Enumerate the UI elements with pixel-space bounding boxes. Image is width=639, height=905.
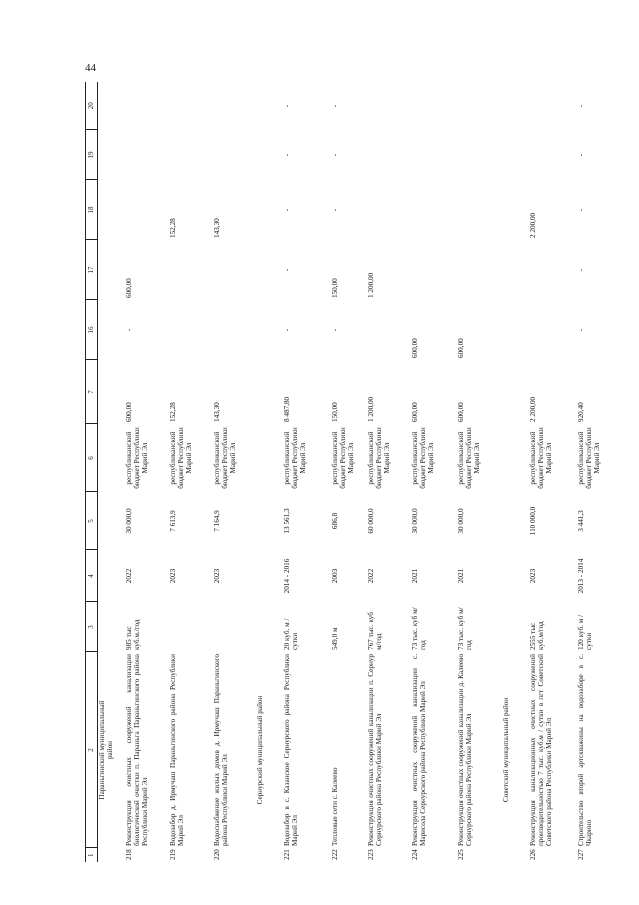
col17-value: [168, 240, 212, 300]
cost: 30 000,0: [456, 508, 465, 534]
col19-value: [212, 130, 256, 180]
row-number: 222: [330, 849, 339, 860]
funding-source: республиканский бюджет Республики Марий Эл: [212, 427, 238, 489]
object-name: Тепловые сети с. Калеево: [330, 767, 339, 846]
capacity: 20 куб. м / сутки: [282, 618, 299, 650]
col19-value: [168, 130, 212, 180]
col19-value: [410, 130, 456, 180]
capacity: 120 куб. м / сутки: [576, 614, 593, 650]
row-number: 223: [366, 849, 375, 860]
cost: 60 000,0: [366, 508, 375, 534]
capacity: 2555 тыс куб.м/год: [528, 621, 545, 650]
capacity: [168, 602, 212, 652]
col7-value: 143,30: [212, 402, 221, 422]
col17-value: [456, 240, 502, 300]
column-number: 17: [86, 240, 98, 300]
col7-value: 1 200,00: [366, 396, 375, 422]
col18-value: 2 200,00: [528, 212, 537, 238]
col17-value: -: [576, 268, 585, 272]
cost: 686,8: [330, 512, 339, 530]
capacity: 73 тыс. куб м/год: [456, 607, 473, 650]
col19-value: [456, 130, 502, 180]
column-number: 2: [86, 652, 98, 848]
table-row: [366, 82, 410, 862]
col7-value: 600,00: [456, 402, 465, 422]
funding-source: республиканский бюджет Республики Марий Эл: [528, 427, 554, 489]
col20-value: [212, 82, 256, 130]
funding-source: республиканский бюджет Республики Марий Эл: [410, 427, 436, 489]
capacity: 767 тыс. куб м/год: [366, 612, 383, 650]
col20-value: [168, 82, 212, 130]
col18-value: -: [576, 208, 585, 212]
table-row: [528, 82, 576, 862]
period: 2022: [124, 568, 133, 584]
column-number: 19: [86, 130, 98, 180]
page-number: 44: [85, 62, 96, 74]
capacity: 73 тыс. куб м/год: [410, 607, 427, 650]
column-number: 3: [86, 602, 98, 652]
col16-value: [168, 300, 212, 360]
period: 2014 - 2016: [282, 558, 291, 594]
col17-value: [528, 240, 576, 300]
col20-value: [456, 82, 502, 130]
row-number: 227: [576, 849, 585, 860]
col16-value: [528, 300, 576, 360]
funding-source: республиканский бюджет Республики Марий Эл: [168, 427, 194, 489]
col16-value: -: [576, 328, 585, 332]
period: 2023: [168, 568, 177, 584]
period: 2013 - 2014: [576, 558, 585, 594]
col18-value: [410, 180, 456, 240]
col7-value: 600,00: [410, 402, 419, 422]
col18-value: -: [282, 208, 291, 212]
col20-value: [124, 82, 168, 130]
table-row: [212, 82, 256, 862]
table-row: [456, 82, 502, 862]
object-name: Строительство второй артскважины на водозаборе в с. Чкарино: [576, 654, 593, 846]
column-number: 7: [86, 360, 98, 424]
col20-value: -: [282, 104, 291, 108]
col17-value: 1 200,00: [366, 272, 375, 298]
col7-value: 8 487,80: [282, 396, 291, 422]
col20-value: [528, 82, 576, 130]
section-heading: Параньгинский муниципальный район: [98, 700, 115, 800]
col19-value: -: [282, 153, 291, 157]
col18-value: [456, 180, 502, 240]
col19-value: [124, 130, 168, 180]
column-number: 6: [86, 424, 98, 492]
col19-value: -: [576, 153, 585, 157]
table-row: [168, 82, 212, 862]
section-heading: Сернурский муниципальный район: [255, 695, 264, 805]
col16-value: [366, 300, 410, 360]
capacity: [212, 602, 256, 652]
col20-value: -: [576, 104, 585, 108]
col16-value: -: [124, 328, 133, 332]
col17-value: 150,00: [330, 278, 339, 298]
funding-source: республиканский бюджет Республики Марий Эл: [366, 427, 392, 489]
col7-value: 150,00: [330, 402, 339, 422]
object-name: Реконструкция очистных сооружений канализации д. Калеево Сернурского района Республики Марий Эл: [456, 654, 473, 846]
col18-value: [124, 180, 168, 240]
col20-value: -: [330, 104, 339, 108]
funding-source: республиканский бюджет Республики Марий Эл: [576, 427, 602, 489]
funding-source: республиканский бюджет Республики Марий Эл: [330, 427, 356, 489]
col20-value: [410, 82, 456, 130]
col19-value: -: [330, 153, 339, 157]
col17-value: [212, 240, 256, 300]
col19-value: [366, 130, 410, 180]
cost: 30 000,0: [124, 508, 133, 534]
cost: 3 441,3: [576, 510, 585, 532]
column-number: 20: [86, 82, 98, 130]
period: 2023: [528, 568, 537, 584]
table-row: [576, 82, 618, 862]
object-name: Реконструкция канализационных очистных сооружений производительностью 7 тыс. куб.м / сутки в пгт Советский Советского района Республики Марий Эл: [528, 654, 554, 846]
period: 2003: [330, 568, 339, 584]
period: 2021: [410, 568, 419, 584]
col16-value: 600,00: [456, 338, 465, 358]
object-name: Водозабор д. Ирмучаш Параньгинского района Республики Марий Эл: [168, 654, 185, 846]
table-row: [330, 82, 366, 862]
row-number: 225: [456, 849, 465, 860]
col19-value: [528, 130, 576, 180]
col17-value: -: [282, 268, 291, 272]
section-row: [256, 82, 282, 862]
period: 2022: [366, 568, 375, 584]
object-name: Реконструкция очистных сооружений канализации с. Марисола Сернурского района Республики Марий Эл: [410, 654, 427, 846]
cost: 110 000,0: [528, 506, 537, 536]
column-number: 16: [86, 300, 98, 360]
col17-value: 600,00: [124, 278, 133, 298]
object-name: Реконструкция очистных сооружений канализации биологической очистки п. Параньга Параньгинского района Республики Марий Эл: [124, 654, 150, 846]
row-number: 226: [528, 849, 537, 860]
rotated-page: [85, 82, 620, 862]
col7-value: 2 200,00: [528, 396, 537, 422]
col18-value: [366, 180, 410, 240]
table-row: [124, 82, 168, 862]
row-number: 218: [124, 849, 133, 860]
col7-value: 920,40: [576, 402, 585, 422]
column-number: 5: [86, 492, 98, 550]
funding-source: республиканский бюджет Республики Марий Эл: [456, 427, 482, 489]
row-number: 219: [168, 849, 177, 860]
col17-value: [410, 240, 456, 300]
row-number: 224: [410, 849, 419, 860]
object-name: Водоснабжение жилых домов д. Ирмучаш Параньгинского района Республики Марий Эл: [212, 654, 229, 846]
col18-value: 152,28: [168, 218, 177, 238]
col16-value: [212, 300, 256, 360]
row-number: 220: [212, 849, 221, 860]
capacity: 549,0 м: [330, 627, 339, 650]
capacity: 985 тыс куб.м./год: [124, 619, 141, 650]
table-row: [282, 82, 330, 862]
section-heading: Советский муниципальный район: [501, 697, 510, 803]
object-name: Водозабор в с. Казанское Сернурского района Республики Марий Эл: [282, 654, 299, 846]
row-number: 221: [282, 849, 291, 860]
col16-value: 600,00: [410, 338, 419, 358]
period: 2023: [212, 568, 221, 584]
investment-table: [85, 82, 618, 862]
column-number: 1: [86, 848, 98, 862]
funding-source: республиканский бюджет Республики Марий Эл: [282, 427, 308, 489]
column-number: 18: [86, 180, 98, 240]
cost: 30 000,0: [410, 508, 419, 534]
section-row: [98, 82, 124, 862]
section-row: [502, 82, 528, 862]
col16-value: -: [282, 328, 291, 332]
funding-source: республиканский бюджет Республики Марий Эл: [124, 427, 150, 489]
column-number: 4: [86, 550, 98, 602]
cost: 7 164,9: [212, 510, 221, 532]
col18-value: 143,30: [212, 218, 221, 238]
cost: 7 613,9: [168, 510, 177, 532]
period: 2021: [456, 568, 465, 584]
cost: 13 561,3: [282, 508, 291, 534]
col7-value: 152,28: [168, 402, 177, 422]
col20-value: [366, 82, 410, 130]
table-row: [410, 82, 456, 862]
col7-value: 600,00: [124, 402, 133, 422]
object-name: Реконструкция очистных сооружений канализации п. Сернур Сернурского района Республики Марий Эл: [366, 654, 383, 846]
column-number-row: [86, 82, 98, 862]
col18-value: -: [330, 208, 339, 212]
col16-value: -: [330, 328, 339, 332]
